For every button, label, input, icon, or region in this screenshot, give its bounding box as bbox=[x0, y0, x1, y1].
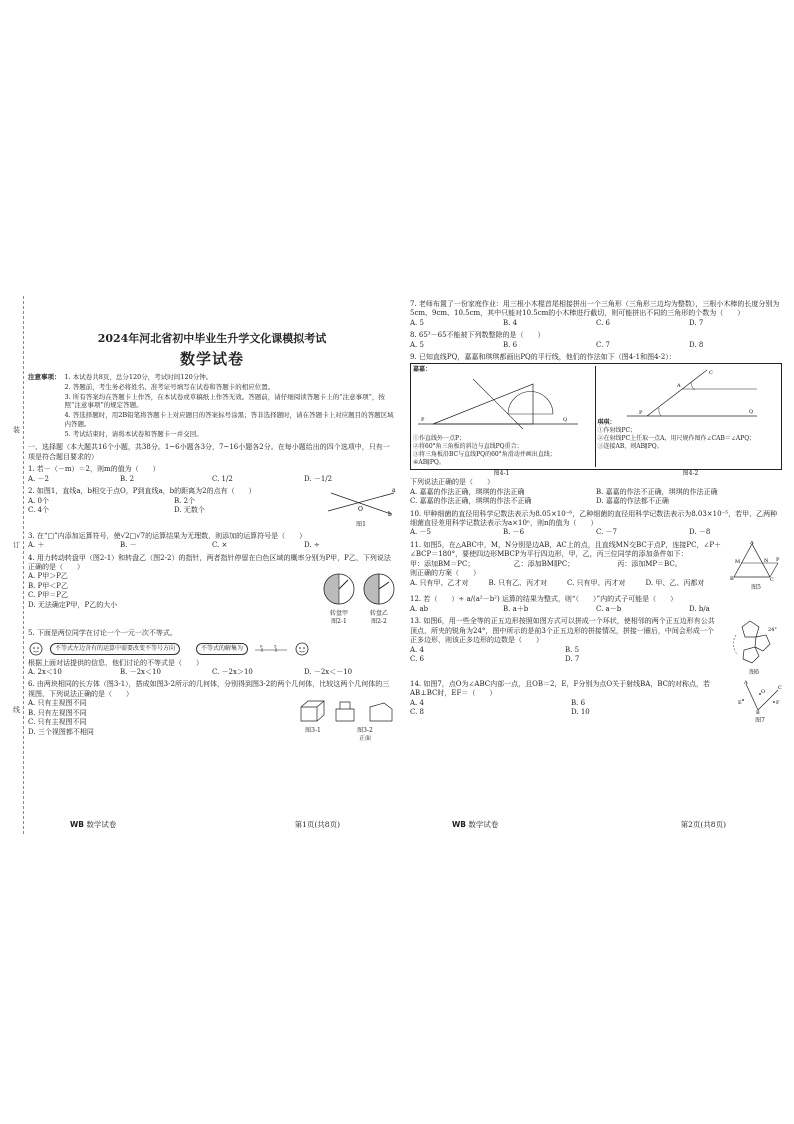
svg-text:A: A bbox=[744, 679, 748, 686]
question-text: 根据上面对话提供的信息，他们讨论的不等式是（ ） bbox=[28, 658, 203, 667]
option: B. －2x＜10 bbox=[120, 667, 161, 676]
option: C. 只有甲、丙才对 bbox=[567, 578, 626, 587]
option: B. 只有左视图不同 bbox=[28, 708, 87, 717]
option: B. 6 bbox=[503, 340, 518, 349]
brand-mark: WB bbox=[452, 819, 466, 829]
jiajia-method bbox=[413, 366, 596, 468]
option: B. 4 bbox=[503, 318, 518, 327]
notice-block bbox=[28, 373, 396, 439]
option: A. 只有主视图不同 bbox=[28, 699, 87, 708]
option: C. 1/2 bbox=[212, 474, 233, 483]
option: A. 4 bbox=[410, 698, 424, 707]
svg-text:F: F bbox=[776, 699, 780, 706]
notice-item: 5. 考试结束时，请将本试卷和答题卡一并交回。 bbox=[64, 429, 203, 438]
option: D. 7 bbox=[689, 318, 704, 327]
option: D. b/a bbox=[689, 604, 710, 613]
question-5 bbox=[28, 629, 396, 677]
figure-caption: 图2-2 bbox=[371, 618, 387, 626]
method-step: ③连接AB，则AB∥PQ。 bbox=[597, 442, 663, 450]
option: D. 10 bbox=[571, 708, 590, 717]
option: B. P甲＜P乙 bbox=[28, 581, 69, 590]
compass-construction-diagram bbox=[617, 366, 767, 424]
method-label: 琪琪： bbox=[597, 418, 616, 426]
option: D. 甲、乙、丙都对 bbox=[645, 578, 705, 587]
question-13 bbox=[410, 617, 782, 677]
condition: 丙：添加MP＝BC。 bbox=[617, 559, 682, 568]
svg-text:Q: Q bbox=[749, 408, 754, 415]
option: D. －1/2 bbox=[304, 474, 333, 483]
question-stem: 3. 在“□”内添加运算符号，使√2□√7的运算结果为无理数，则添加的运算符号是（ ） bbox=[28, 531, 307, 540]
method-step: ④AB∥PQ。 bbox=[413, 459, 445, 467]
option: A. P甲＞P乙 bbox=[28, 572, 68, 581]
method-step: ②将60°角三角板的斜边与直线PQ重合； bbox=[413, 442, 523, 450]
svg-text:a: a bbox=[392, 487, 396, 495]
binding-mark: 订 bbox=[13, 541, 20, 549]
footer-subject: 数学试卷 bbox=[468, 819, 499, 829]
option: C. 4个 bbox=[28, 506, 50, 515]
figure-caption: 转盘甲 bbox=[329, 609, 348, 617]
method-step: ①作射线PC； bbox=[597, 426, 637, 434]
protractor-triangle-diagram bbox=[413, 374, 583, 432]
question-6 bbox=[28, 680, 396, 743]
figure-caption: 图4-2 bbox=[682, 470, 699, 478]
option: D. ÷ bbox=[304, 541, 320, 550]
question-stem: 2. 如图1，直线a，b相交于点O，P到直线a，b的距离为2的点有（ ） bbox=[28, 487, 256, 496]
notice-item: 4. 答选择题时，用2B铅笔将答题卡上对应题目的答案标号涂黑；答非选择题时，请在答题卡上对应题目的答题区域内答题。 bbox=[64, 411, 394, 428]
svg-text:A: A bbox=[677, 382, 682, 389]
option: B. a＋b bbox=[503, 604, 529, 613]
figure-3-2 bbox=[334, 699, 396, 743]
binding-mark: 装 bbox=[13, 426, 20, 434]
angle-reflection-diagram bbox=[738, 680, 782, 714]
option: B. 6 bbox=[571, 698, 586, 707]
figure-1 bbox=[326, 487, 396, 529]
question-14 bbox=[410, 680, 782, 726]
option: B. 2 bbox=[120, 474, 135, 483]
svg-text:M: M bbox=[735, 558, 741, 565]
question-stem: 7. 老师布置了一份家庭作业：用三根小木棍首尾相接拼出一个三角形（三角形三边均为整数），三根小木棒的长度分别为5cm、9cm、10.5cm，其中只能对10.5cm的小木棒进行截切，则可能拼出不同的三角形的个数为（ ） bbox=[410, 300, 780, 318]
svg-text:P: P bbox=[639, 409, 643, 416]
question-stem: 5. 下面是两位同学在讨论一个一元一次不等式。 bbox=[28, 629, 177, 638]
number-line-diagram bbox=[254, 644, 288, 654]
option: B. －6 bbox=[503, 528, 525, 537]
question-stem: 14. 如图7，点O为∠ABC内部一点，且OB＝2，E，F分别为点O关于射线BA，BC的对称点，若AB⊥BC时，EF＝（ ） bbox=[410, 679, 710, 698]
question-7 bbox=[410, 300, 782, 328]
option: D. 8 bbox=[689, 340, 704, 349]
section-heading: 一、选择题（本大题共16个小题，共38分。1~6小题各3分，7~16小题各2分。在每小题给出的四个选项中，只有一项是符合题目要求的） bbox=[28, 443, 390, 461]
figure-3-1 bbox=[298, 699, 328, 735]
option: D. 嘉嘉的作法都不正确 bbox=[596, 497, 669, 506]
option: C. a－b bbox=[596, 604, 622, 613]
student-avatar-icon bbox=[28, 641, 44, 657]
option: A. 嘉嘉的作法正确，琪琪的作法正确 bbox=[410, 487, 525, 496]
method-step: ②在射线PC上任取一点A，用尺规作图作∠CAB＝∠APQ； bbox=[597, 434, 756, 442]
question-stem: 10. 甲种细菌的直径用科学记数法表示为8.05×10⁻⁶，乙种细菌的直径用科学记数法表示为8.03×10⁻⁵，若甲、乙两种细菌直径差用科学记数法表示为a×10ⁿ，则n的值为（ ） bbox=[410, 509, 778, 528]
notice-item: 2. 答题前，考生务必将姓名、准考证号填写在试卷和答题卡的相应位置。 bbox=[64, 382, 275, 391]
pentagon-ring-diagram bbox=[726, 617, 782, 665]
option: A. －2 bbox=[28, 474, 49, 483]
option: D. 无数个 bbox=[174, 506, 205, 515]
page-number: 第2页(共8页) bbox=[680, 819, 726, 829]
figure-caption: 图4-1 bbox=[493, 470, 510, 478]
figure-caption: 图1 bbox=[356, 520, 366, 528]
left-page bbox=[28, 296, 396, 834]
question-stem: 11. 如图5，在△ABC中，M，N分别是边AB，AC上的点，且直线MN交BC于点P，连接PC，∠P＋∠BCP＝180°，要使四边形MBCP为平行四边形，甲，乙，丙三位同学的添加条件如下： bbox=[410, 540, 722, 559]
question-11 bbox=[410, 541, 782, 593]
question-8 bbox=[410, 331, 782, 350]
angle-label: 24° bbox=[768, 627, 777, 634]
svg-text:0: 0 bbox=[260, 643, 263, 649]
svg-text:P: P bbox=[421, 416, 425, 423]
figure-6 bbox=[726, 617, 782, 677]
question-text: 下列说法正确的是（ ） bbox=[410, 478, 494, 487]
option: D. －2x＜－10 bbox=[304, 667, 353, 676]
option: B. 2个 bbox=[174, 496, 196, 505]
option: A. －5 bbox=[410, 528, 431, 537]
figure-caption: 图3-1 bbox=[305, 726, 321, 734]
combined-solid-diagram bbox=[334, 699, 396, 723]
option: D. 7 bbox=[565, 655, 580, 664]
option: C. 6 bbox=[596, 318, 611, 327]
svg-text:5: 5 bbox=[274, 643, 277, 649]
option: A. 0个 bbox=[28, 496, 49, 505]
option: D. 无法确定P甲，P乙的大小 bbox=[28, 600, 118, 609]
question-stem: 8. 65³－65不能被下列数整除的是（ ） bbox=[410, 331, 545, 340]
option: B. 5 bbox=[565, 645, 580, 654]
notice-label: 注意事项： bbox=[28, 373, 61, 382]
svg-text:O: O bbox=[358, 506, 363, 514]
exam-sheet bbox=[12, 296, 784, 834]
option: C. 只有主视图不同 bbox=[28, 718, 87, 727]
question-1 bbox=[28, 465, 396, 484]
figure-5 bbox=[730, 541, 782, 593]
exam-subtitle: 数学试卷 bbox=[179, 349, 244, 368]
svg-text:O: O bbox=[761, 688, 766, 695]
svg-text:C: C bbox=[709, 369, 714, 376]
option: B. 只有乙、丙才对 bbox=[488, 578, 548, 587]
question-12 bbox=[410, 595, 782, 614]
figure-7 bbox=[738, 680, 782, 726]
option: D. 三个视图都不相同 bbox=[28, 727, 94, 736]
qiqi-method bbox=[598, 366, 780, 468]
method-step: ①作直线外一点P； bbox=[413, 434, 466, 442]
condition: 甲：添加BM＝PC； bbox=[410, 559, 475, 568]
option: B. － bbox=[120, 541, 137, 550]
svg-text:P: P bbox=[776, 556, 780, 563]
option: A. 2x＜10 bbox=[28, 667, 62, 676]
method-comparison-box bbox=[410, 363, 782, 471]
speech-bubble: 不等式的解集为 bbox=[196, 643, 248, 655]
binding-margin bbox=[12, 296, 24, 834]
question-9 bbox=[410, 353, 782, 506]
question-stem: 6. 由两块相同的长方体（图3-1），搭成如图3-2所示的几何体，分别得到图3-2的两个几何体，比较这两个几何体的三视图，下列说法正确的是（ ） bbox=[28, 680, 390, 698]
figure-caption: 图6 bbox=[749, 668, 759, 676]
page-footer bbox=[28, 820, 396, 830]
notice-item: 1. 本试卷共8页，总分120分，考试时间120分钟。 bbox=[64, 373, 213, 382]
option: A. 只有甲、乙才对 bbox=[410, 578, 469, 587]
svg-text:C: C bbox=[770, 576, 774, 581]
question-10 bbox=[410, 510, 782, 538]
option: B. 嘉嘉的作法不正确，琪琪的作法正确 bbox=[596, 487, 718, 496]
figure-caption: 图2-1 bbox=[331, 618, 347, 626]
svg-text:b: b bbox=[388, 511, 392, 518]
svg-text:B: B bbox=[730, 575, 734, 581]
question-text: 则正确的方案（ ） bbox=[410, 569, 480, 578]
condition: 乙：添加BM∥PC； bbox=[513, 559, 575, 568]
svg-text:N: N bbox=[764, 557, 769, 564]
question-stem: 12. 若（ ）÷ a/(a²－b²) 运算的结果为整式，则“（ ）”内的式子可能是（ ） bbox=[410, 595, 678, 604]
notice-item: 3. 所有答案均在答题卡上作答，在本试卷或草稿纸上作答无效。答题前，请仔细阅读答题卡上的“注意事项”，按照“注意事项”的规定答题。 bbox=[64, 392, 385, 410]
front-label: 正面 bbox=[358, 734, 371, 742]
question-stem: 4. 用力转动转盘甲（图2-1）和转盘乙（图2-2）的指针，两者指针停留在白色区域的概率分别为P甲，P乙，下列说法正确的是（ ） bbox=[28, 553, 391, 572]
question-stem: 1. 若－（－m）＝2，则m的值为（ ） bbox=[28, 465, 160, 474]
svg-text:Q: Q bbox=[563, 416, 568, 423]
right-page bbox=[410, 296, 782, 834]
option: A. ＋ bbox=[28, 541, 45, 550]
option: C. 7 bbox=[596, 340, 611, 349]
svg-text:C: C bbox=[778, 684, 782, 691]
option: A. ab bbox=[410, 604, 429, 613]
student-avatar-icon bbox=[294, 641, 310, 657]
option: A. 5 bbox=[410, 340, 424, 349]
spinner-a-icon bbox=[322, 572, 356, 606]
figure-caption: 图7 bbox=[755, 717, 765, 725]
question-2 bbox=[28, 487, 396, 529]
option: C. 嘉嘉的作法正确，琪琪的作法不正确 bbox=[410, 497, 532, 506]
svg-text:A: A bbox=[750, 540, 754, 546]
question-4 bbox=[28, 554, 396, 627]
page-footer bbox=[410, 820, 782, 830]
svg-text:E: E bbox=[738, 699, 742, 706]
exam-title: 2024年河北省初中毕业生升学文化课模拟考试 bbox=[97, 332, 327, 345]
intersecting-lines-diagram bbox=[326, 487, 396, 517]
option: D. －8 bbox=[689, 528, 711, 537]
option: A. 4 bbox=[410, 645, 424, 654]
question-stem: 13. 如图6，用一些全等的正五边形按照如图方式可以拼成一个环状，使相邻的两个正五边形有公共顶点，所夹的锐角为24°，图中所示的是前3个正五边形的拼接情况，拼接一圈后，中间会形成一个正多边形，则该正多边形的边数是（ ） bbox=[410, 617, 715, 645]
question-3 bbox=[28, 532, 396, 551]
method-step: ③将三角板沿BC与直线PQ的60°角滑动并画出直线； bbox=[413, 451, 556, 458]
svg-text:B: B bbox=[756, 709, 760, 714]
triangle-mn-diagram bbox=[730, 541, 782, 581]
figure-caption: 图5 bbox=[751, 584, 761, 592]
option: C. －7 bbox=[596, 528, 618, 537]
page-number: 第1页(共8页) bbox=[294, 819, 340, 829]
figure-2-2 bbox=[362, 572, 396, 626]
footer-subject: 数学试卷 bbox=[86, 819, 117, 829]
speech-bubble: 不等式左边含有的运算中需要改变不等号方向 bbox=[50, 643, 180, 655]
option: C. －2x＞10 bbox=[212, 667, 253, 676]
option: C. × bbox=[212, 541, 228, 550]
figure-caption: 图3-2 bbox=[357, 726, 373, 734]
option: C. 6 bbox=[410, 655, 425, 664]
option: C. 8 bbox=[410, 708, 425, 717]
option: C. P甲＝P乙 bbox=[28, 591, 68, 600]
binding-mark: 线 bbox=[13, 706, 20, 714]
figure-2-1 bbox=[322, 572, 356, 626]
spinner-b-icon bbox=[362, 572, 396, 606]
option: A. 5 bbox=[410, 318, 424, 327]
figure-caption: 转盘乙 bbox=[369, 609, 388, 617]
method-label: 嘉嘉： bbox=[413, 365, 432, 373]
cuboid-diagram bbox=[298, 699, 328, 723]
brand-mark: WB bbox=[70, 819, 84, 829]
question-stem: 9. 已知直线PQ，嘉嘉和琪琪都画出PQ的平行线，他们的作法如下（图4-1和图4-2）： bbox=[410, 353, 676, 362]
